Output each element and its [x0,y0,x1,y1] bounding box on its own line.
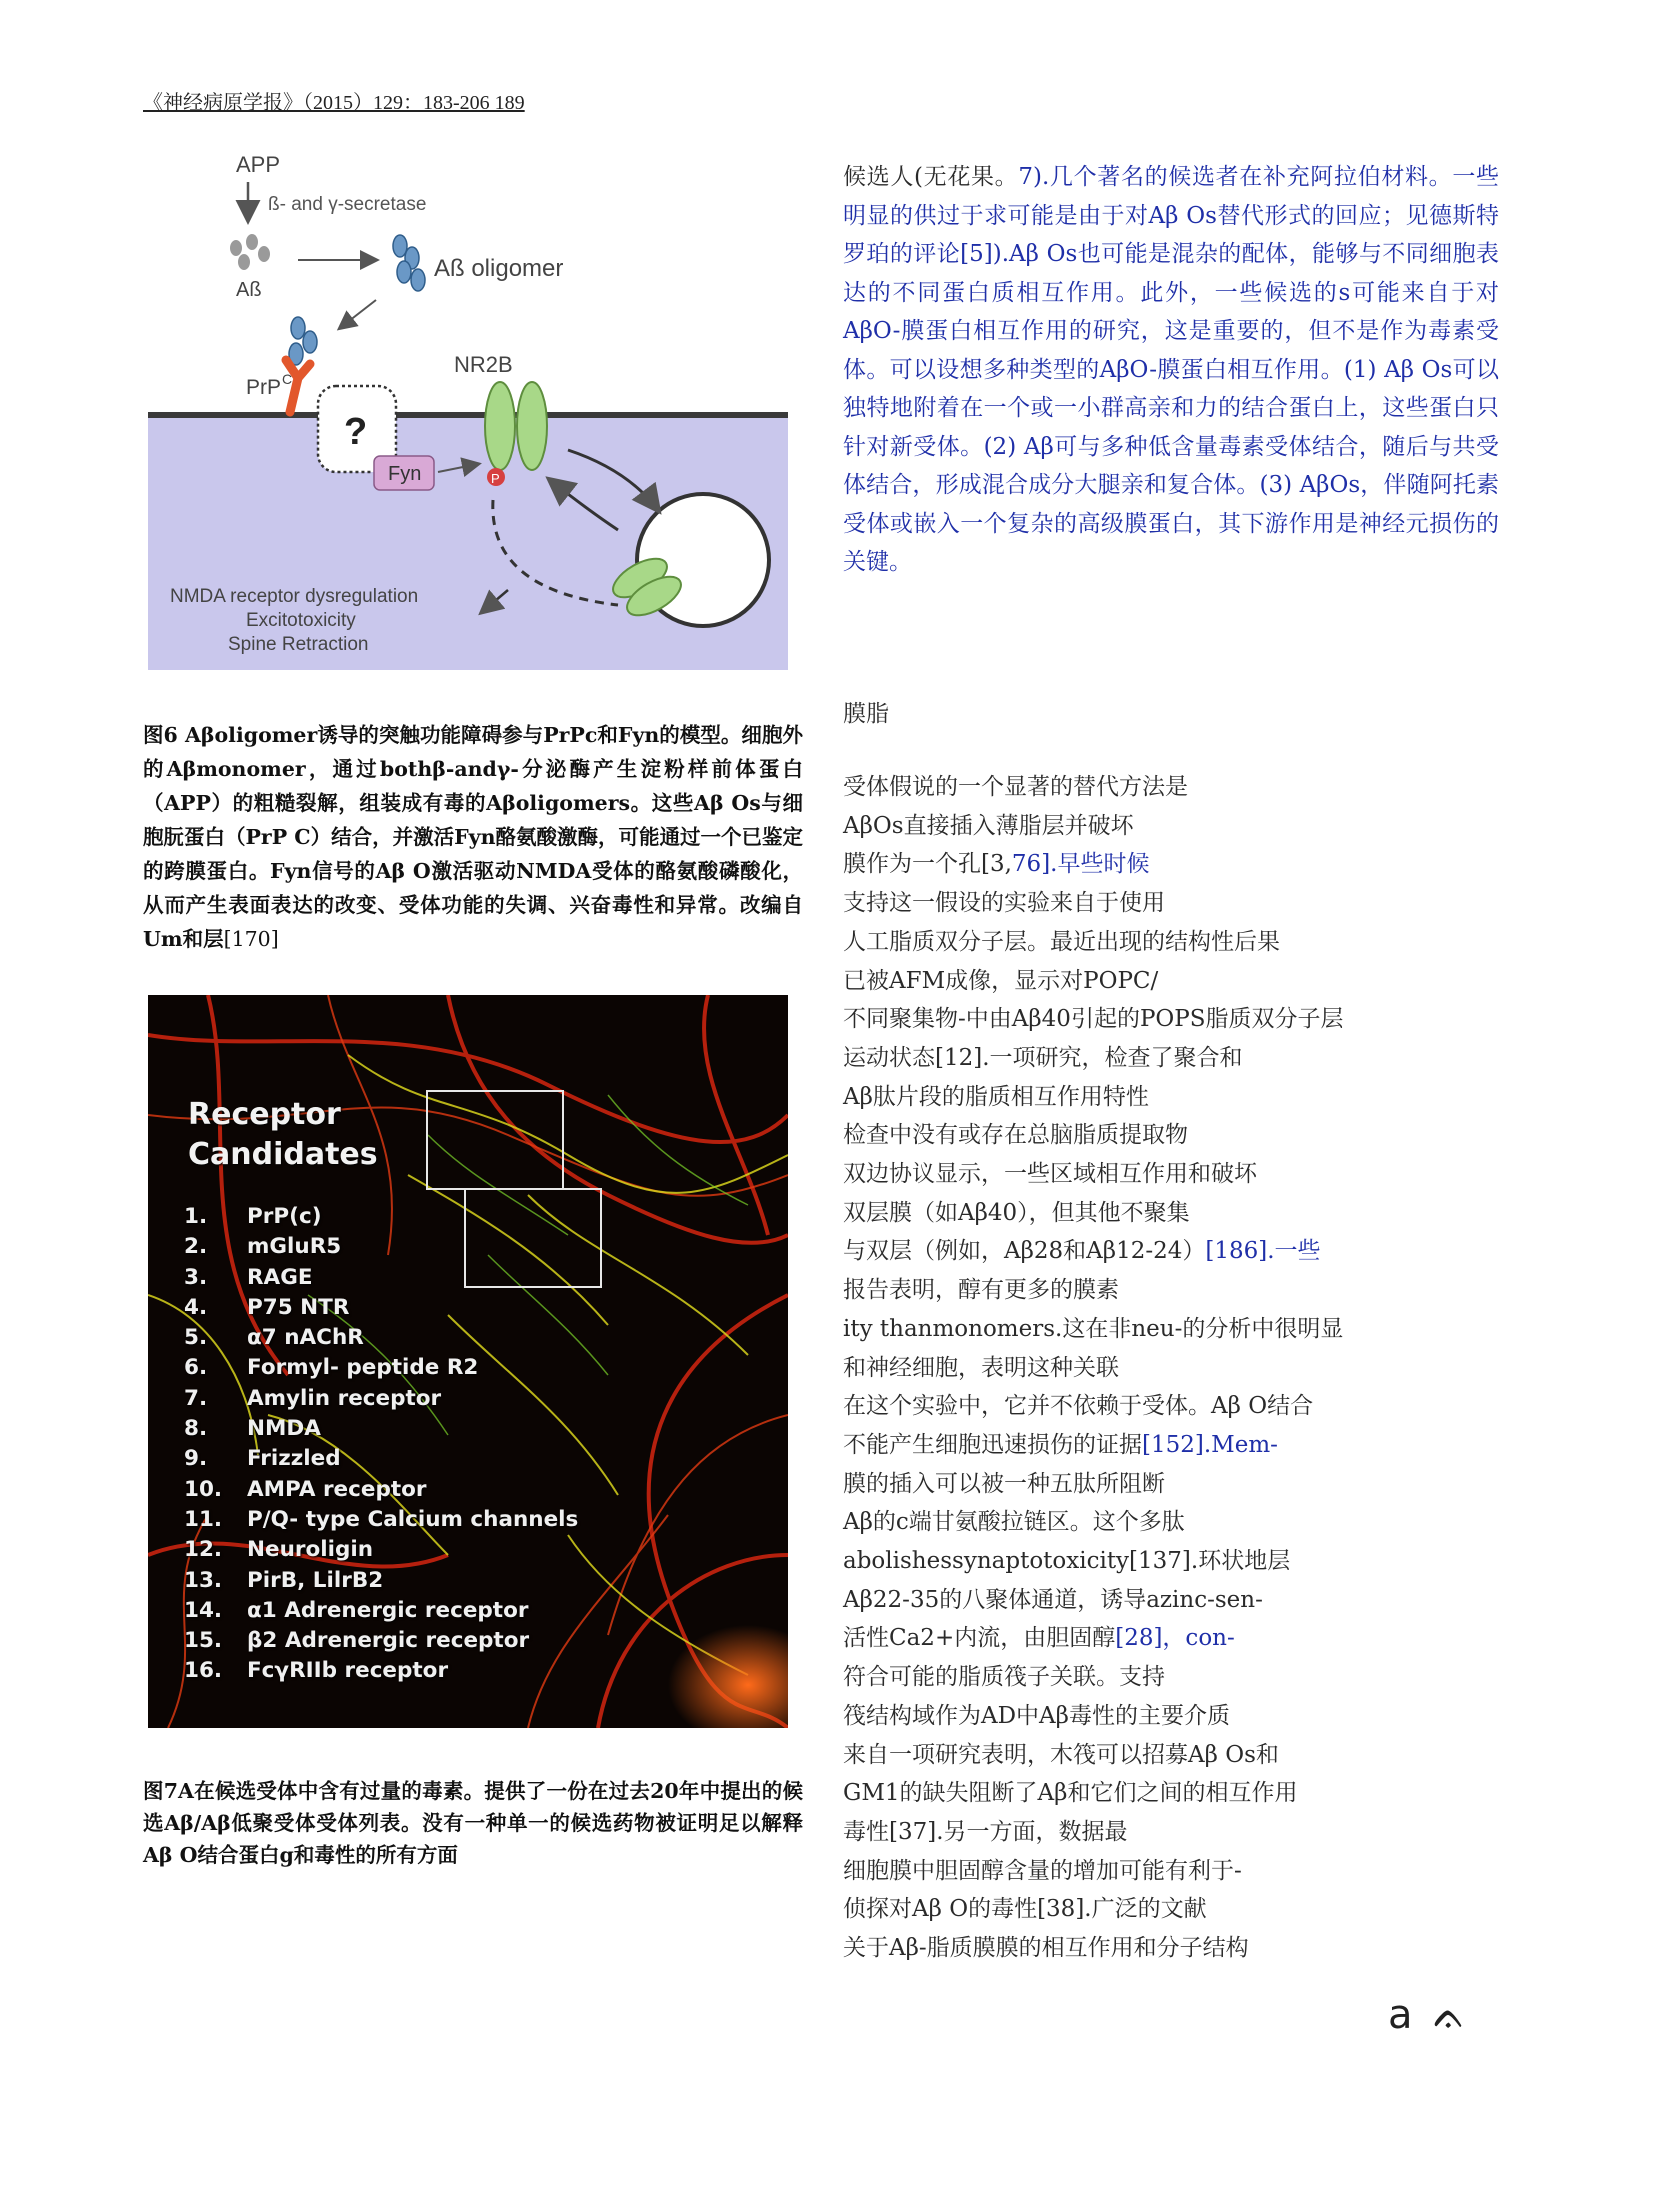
paragraph-text: 候选人(无花果。 [843,164,1019,190]
bound-oligomer [289,317,317,365]
figure-6-diagram [148,150,788,670]
list-item: 15. β2 Adrenergic receptor [184,1628,530,1654]
cell-membrane [148,412,788,418]
unknown-protein-label: ? [344,411,368,453]
text-line: AβOs直接插入薄脂层并破坏 [843,812,1134,839]
list-item: 10. AMPA receptor [184,1476,427,1502]
text-line: 在这个实验中，它并不依赖于受体。Aβ O结合 [843,1393,1314,1420]
footer-mark: a ᨊ [1388,1992,1471,2038]
right-column-paragraph [843,158,1499,582]
text-line: 受体假说的一个显著的替代方法是 [843,774,1188,800]
figure-7-micrograph [148,995,788,1728]
list-item: 3. RAGE [184,1264,313,1290]
list-item: 16. FcγRIIb receptor [184,1658,449,1684]
text-line: 双层膜（如Aβ40），但其他不聚集 [843,1199,1190,1226]
text-line: 双边协议显示，一些区域相互作用和破坏 [843,1161,1257,1188]
list-item: 5. α7 nAChR [184,1325,364,1351]
figure-6-caption [143,718,803,956]
figure-6-caption-text: 图6 Aβoligomer诱导的突触功能障碍参与PrPc和Fyn的模型。细胞外的Aβmonomer，通过bothβ-andγ-分泌酶产生淀粉样前体蛋白（APP）的粗糙裂解，组装成有毒的Aβoligomers。这些Aβ Os与细胞朊蛋白（PrP C）结合，并激活Fyn酪氨酸激酶，可能通过一个已鉴定的跨膜蛋白。Fyn信号的Aβ O激活驱动NMDA受体的酪氨酸磷酸化，从而产生表面表达的改变、受体功能的失调、兴奋毒性和异常。改编自Um和层 [143,723,803,951]
secretase-label: ß- and γ-secretase [268,194,427,215]
text-line: Aβ22-35的八聚体通道，诱导azinc-sen- [843,1586,1263,1613]
text-line: 支持这一假设的实验来自于使用 [843,890,1165,917]
list-item: 9. Frizzled [184,1446,341,1472]
oligomer-label: Aß oligomer [434,255,564,282]
journal-header: 《神经病原学报》（2015）129：183-206 189 [143,92,525,114]
text-line: 膜作为一个孔[3,76].早些时候 [843,851,1150,878]
text-line: abolishessynaptotoxicity[137].环状地层 [843,1548,1291,1575]
text-line: 来自一项研究表明，木筏可以招募Aβ Os和 [843,1741,1279,1768]
effect-nmda-dysregulation: NMDA receptor dysregulation [170,586,419,607]
list-item: 4. P75 NTR [184,1294,350,1320]
list-item: 13. PirB, LilrB2 [184,1567,384,1593]
list-item: 11. P/Q- type Calcium channels [184,1506,579,1532]
text-line: ity thanmonomers.这在非neu-的分析中很明显 [843,1315,1344,1342]
effect-spine-retraction: Spine Retraction [228,634,369,655]
text-line: Aβ肽片段的脂质相互作用特性 [843,1083,1149,1110]
list-item: 12. Neuroligin [184,1537,374,1563]
text-line: Aβ的c端甘氨酸拉链区。这个多肽 [843,1509,1185,1536]
figure-7-caption: 图7A在候选受体中含有过量的毒素。提供了一份在过去20年中提出的候选Aβ/Aβ低聚受体受体列表。没有一种单一的候选药物被证明足以解释Aβ O结合蛋白g和毒性的所有方面 [143,1779,803,1867]
text-line: 活性Ca2+内流，由胆固醇[28]，con- [843,1625,1235,1652]
nr2b-label: NR2B [454,352,513,377]
abeta-monomers [230,234,270,270]
text-line: 运动状态[12].一项研究，检查了聚合和 [843,1044,1243,1071]
list-item: 6. Formyl- peptide R2 [184,1355,479,1381]
inset-box-1 [426,1090,564,1190]
text-line: 膜的插入可以被一种五肽所阻断 [843,1470,1165,1497]
text-line: 不同聚集物-中由Aβ40引起的POPS脂质双分子层 [843,1006,1344,1033]
list-item: 8. NMDA [184,1416,321,1442]
fyn-label: Fyn [388,463,422,485]
effect-excitotoxicity: Excitotoxicity [246,610,356,631]
list-item: 14. α1 Adrenergic receptor [184,1597,529,1623]
text-line: 关于Aβ-脂质膜膜的相互作用和分子结构 [843,1935,1249,1962]
list-item: 1. PrP(c) [184,1204,322,1229]
text-line: 符合可能的脂质筏子关联。支持 [843,1664,1165,1691]
abeta-oligomer [393,235,425,291]
text-line: 不能产生细胞迅速损伤的证据[152].Mem- [843,1431,1278,1458]
section-heading: 膜脂 [843,701,889,727]
prpc-label: PrP [246,376,282,399]
text-line: 筏结构域作为AD中Aβ毒性的主要介质 [843,1702,1230,1729]
text-line: 毒性[37].另一方面，数据最 [843,1818,1128,1845]
figure-6-caption-ref: [170] [223,927,279,951]
list-item: 7. Amylin receptor [184,1385,442,1411]
receptor-candidates-title: Receptor Candidates [188,1097,378,1172]
text-line: 与双层（例如，Aβ28和Aβ12-24）[186].一些 [843,1238,1321,1265]
text-line: 已被AFM成像，显示对POPC/ [843,967,1159,994]
svg-text:C: C [282,371,293,387]
text-line: 人工脂质双分子层。最近出现的结构性后果 [843,928,1280,955]
paragraph-text-highlighted: 7).几个著名的候选者在补充阿拉伯材料。一些明显的供过于求可能是由于对Aβ Os替代形式的回应；见德斯特罗珀的评论[5]).Aβ Os也可能是混杂的配体，能够与不同细胞表达的不同蛋白质相互作用。此外，一些候选的s可能来自于对AβO-膜蛋白相互作用的研究，这是重要的，但不是作为毒素受体。可以设想多种类型的AβO-膜蛋白相互作用。(1) Aβ Os可以独特地附着在一个或一小群高亲和力的结合蛋白上，这些蛋白只针对新受体。(2) Aβ可与多种低含量毒素受体结合，随后与共受体结合，形成混合成分大腿亲和复合体。(3) AβOs，伴随阿托素受体或嵌入一个复杂的高级膜蛋白，其下游作用是神经元损伤的关键。 [843,164,1499,575]
list-item: 2. mGluR5 [184,1234,342,1260]
text-line: GM1的缺失阻断了Aβ和它们之间的相互作用 [843,1780,1298,1807]
svg-text:P: P [491,471,500,486]
app-label: APP [236,152,281,177]
text-line: 报告表明，醇有更多的膜素 [843,1277,1119,1304]
membrane-lipid-section [843,768,1344,1968]
text-line: 检查中没有或存在总脑脂质提取物 [843,1122,1188,1149]
abeta-label: Aß [236,279,262,301]
text-line: 侦探对Aβ O的毒性[38].广泛的文献 [843,1896,1207,1923]
text-line: 和神经细胞，表明这种关联 [843,1354,1119,1381]
receptor-list [184,1202,578,1687]
text-line: 细胞膜中胆固醇含量的增加可能有利于- [843,1857,1242,1884]
